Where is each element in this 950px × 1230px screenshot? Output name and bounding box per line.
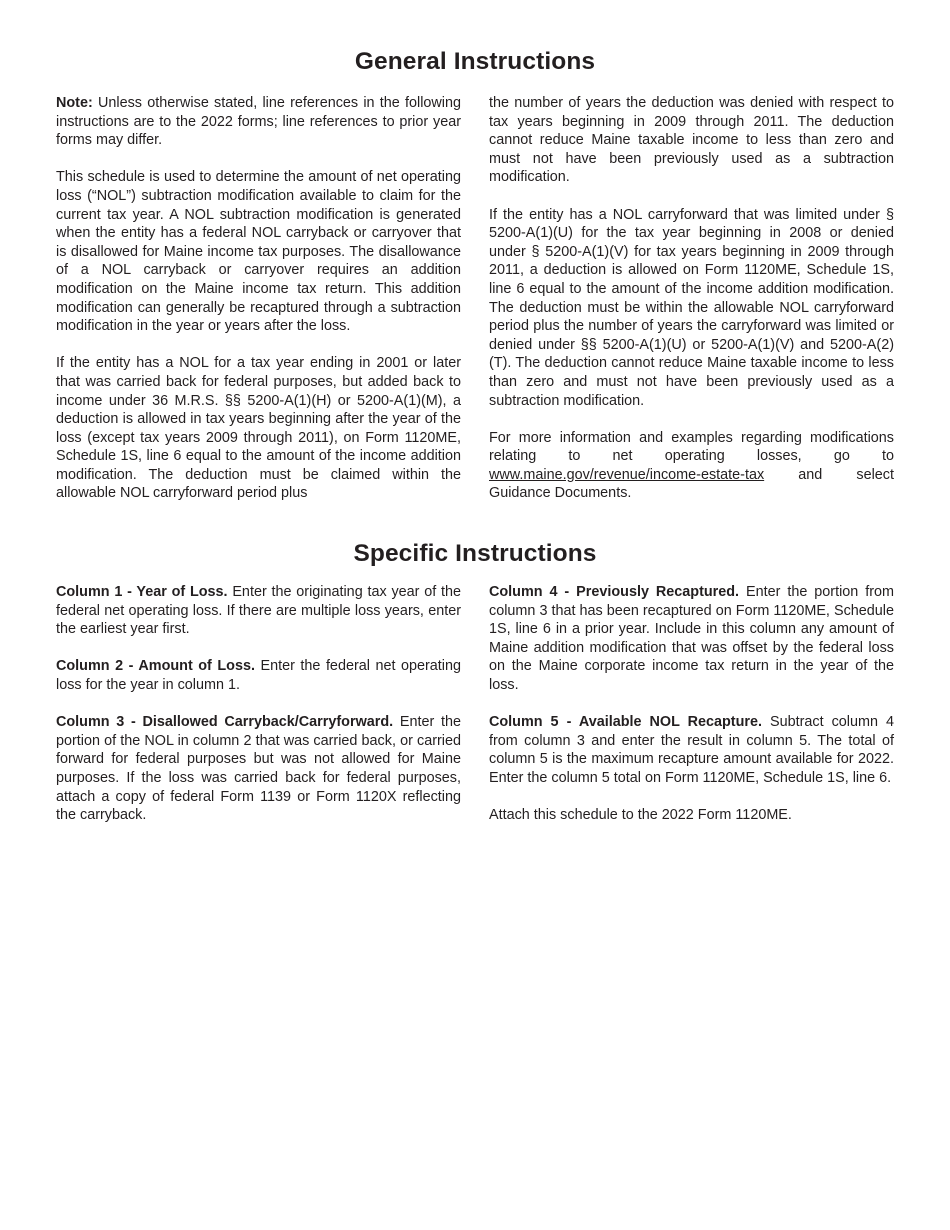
nol-2001-paragraph-end: the number of years the deduction was denied with respect to tax years beginning in 2009 through 2011. The deduction cannot reduce Maine taxable income to less than zero and must not have been previously used as a subtraction modification. (489, 95, 894, 186)
column-4-paragraph (489, 583, 894, 695)
column-4-label: Column 4 - Previously Recaptured. (489, 584, 740, 600)
column-1-paragraph (56, 583, 461, 639)
general-instructions-heading: General Instructions (354, 48, 596, 75)
note-label: Note: (56, 95, 93, 111)
column-5-label: Column 5 - Available NOL Recapture. (489, 714, 762, 731)
column-2-label: Column 2 - Amount of Loss. (56, 658, 255, 675)
column-1-label: Column 1 - Year of Loss. (56, 584, 228, 600)
more-info-tail: and select Guidance Documents. (489, 466, 894, 502)
column-3-text: Enter the portion of the NOL in column 2 that was carried back, or carried forward for federal purposes but was not allowed for Maine purposes. If the loss was carried back for federal purposes, attach a copy of federal Form 1139 or Form 1120X reflecting the carryback. (56, 714, 461, 824)
column-3-label: Column 3 - Disallowed Carryback/Carryforward. (56, 714, 394, 731)
column-2-text: Enter the federal net operating loss for the year in column 1. (56, 658, 461, 693)
more-info-paragraph (489, 429, 894, 503)
column-1-text: Enter the originating tax year of the federal net operating loss. If there are multiple loss years, enter the earliest year first. (56, 584, 461, 638)
schedule-purpose-paragraph: This schedule is used to determine the amount of net operating loss (“NOL”) subtraction modification available to claim for the current tax year. A NOL subtraction modification is generated when the entity has a federal NOL carryback or carryover that is disallowed for Maine income tax purposes. The disallowance of a NOL carryback or carryover requires an addition modification on the Maine income tax return. This addition modification can generally be recaptured through a subtraction modification in the year or years after the loss. (56, 169, 461, 335)
note-text: Unless otherwise stated, line references in the following instructions are to the 2022 forms; line references to prior year forms may differ. (56, 95, 461, 149)
carryforward-paragraph: If the entity has a NOL carryforward that was limited under § 5200-A(1)(U) for the tax year beginning in 2008 or denied under § 5200-A(1)(V) for tax years beginning in 2009 through 2011, a deduction is allowed on Form 1120ME, Schedule 1S, line 6 equal to the amount of the income addition modification. The deduction must be within the allowable NOL carryforward period plus the number of years the carryforward was limited or denied under §§ 5200-A(1)(U) or 5200-A(1)(V) and 5200-A(2)(T). The deduction cannot reduce Maine taxable income to less than zero and must not have been previously used as a subtraction modification. (489, 206, 894, 409)
column-5-text: Subtract column 4 from column 3 and enter the result in column 5. The total of column 5 is the maximum recapture amount available for 2022. Enter the column 5 total on Form 1120ME, Schedule 1S, line 6. (489, 714, 894, 786)
specific-instructions-heading: Specific Instructions (353, 540, 597, 567)
column-2-paragraph (56, 657, 461, 694)
maine-revenue-link[interactable]: www.maine.gov/revenue/income-estate-tax (489, 466, 765, 483)
column-3-paragraph (56, 713, 461, 825)
note-paragraph (56, 94, 461, 150)
nol-2001-paragraph-start: If the entity has a NOL for a tax year ending in 2001 or later that was carried back for federal purposes, but added back to income under 36 M.R.S. §§ 5200-A(1)(H) or 5200-A(1)(M), a deduction is allowed in tax years beginning after the year of the loss (except tax years 2009 through 2011), on Form 1120ME, Schedule 1S, line 6 equal to the amount of the income addition modification. The deduction must be claimed within the allowable NOL carryforward period plus (56, 355, 461, 502)
specific-right-column (489, 583, 894, 825)
specific-left-column (56, 583, 461, 825)
general-right-column (489, 94, 894, 503)
column-4-text: Enter the portion from column 3 that has been recaptured on Form 1120ME, Schedule 1S, line 6 in a prior year. Include in this column any amount of Maine addition modification that was offset by the federal loss on the Maine corporate income tax return in the year of the loss. (489, 584, 894, 693)
general-left-column (56, 94, 461, 503)
attach-schedule-paragraph: Attach this schedule to the 2022 Form 1120ME. (489, 807, 792, 824)
more-info-text: For more information and examples regarding modifications relating to net operating losses, go to (489, 429, 894, 465)
column-5-paragraph (489, 713, 894, 787)
